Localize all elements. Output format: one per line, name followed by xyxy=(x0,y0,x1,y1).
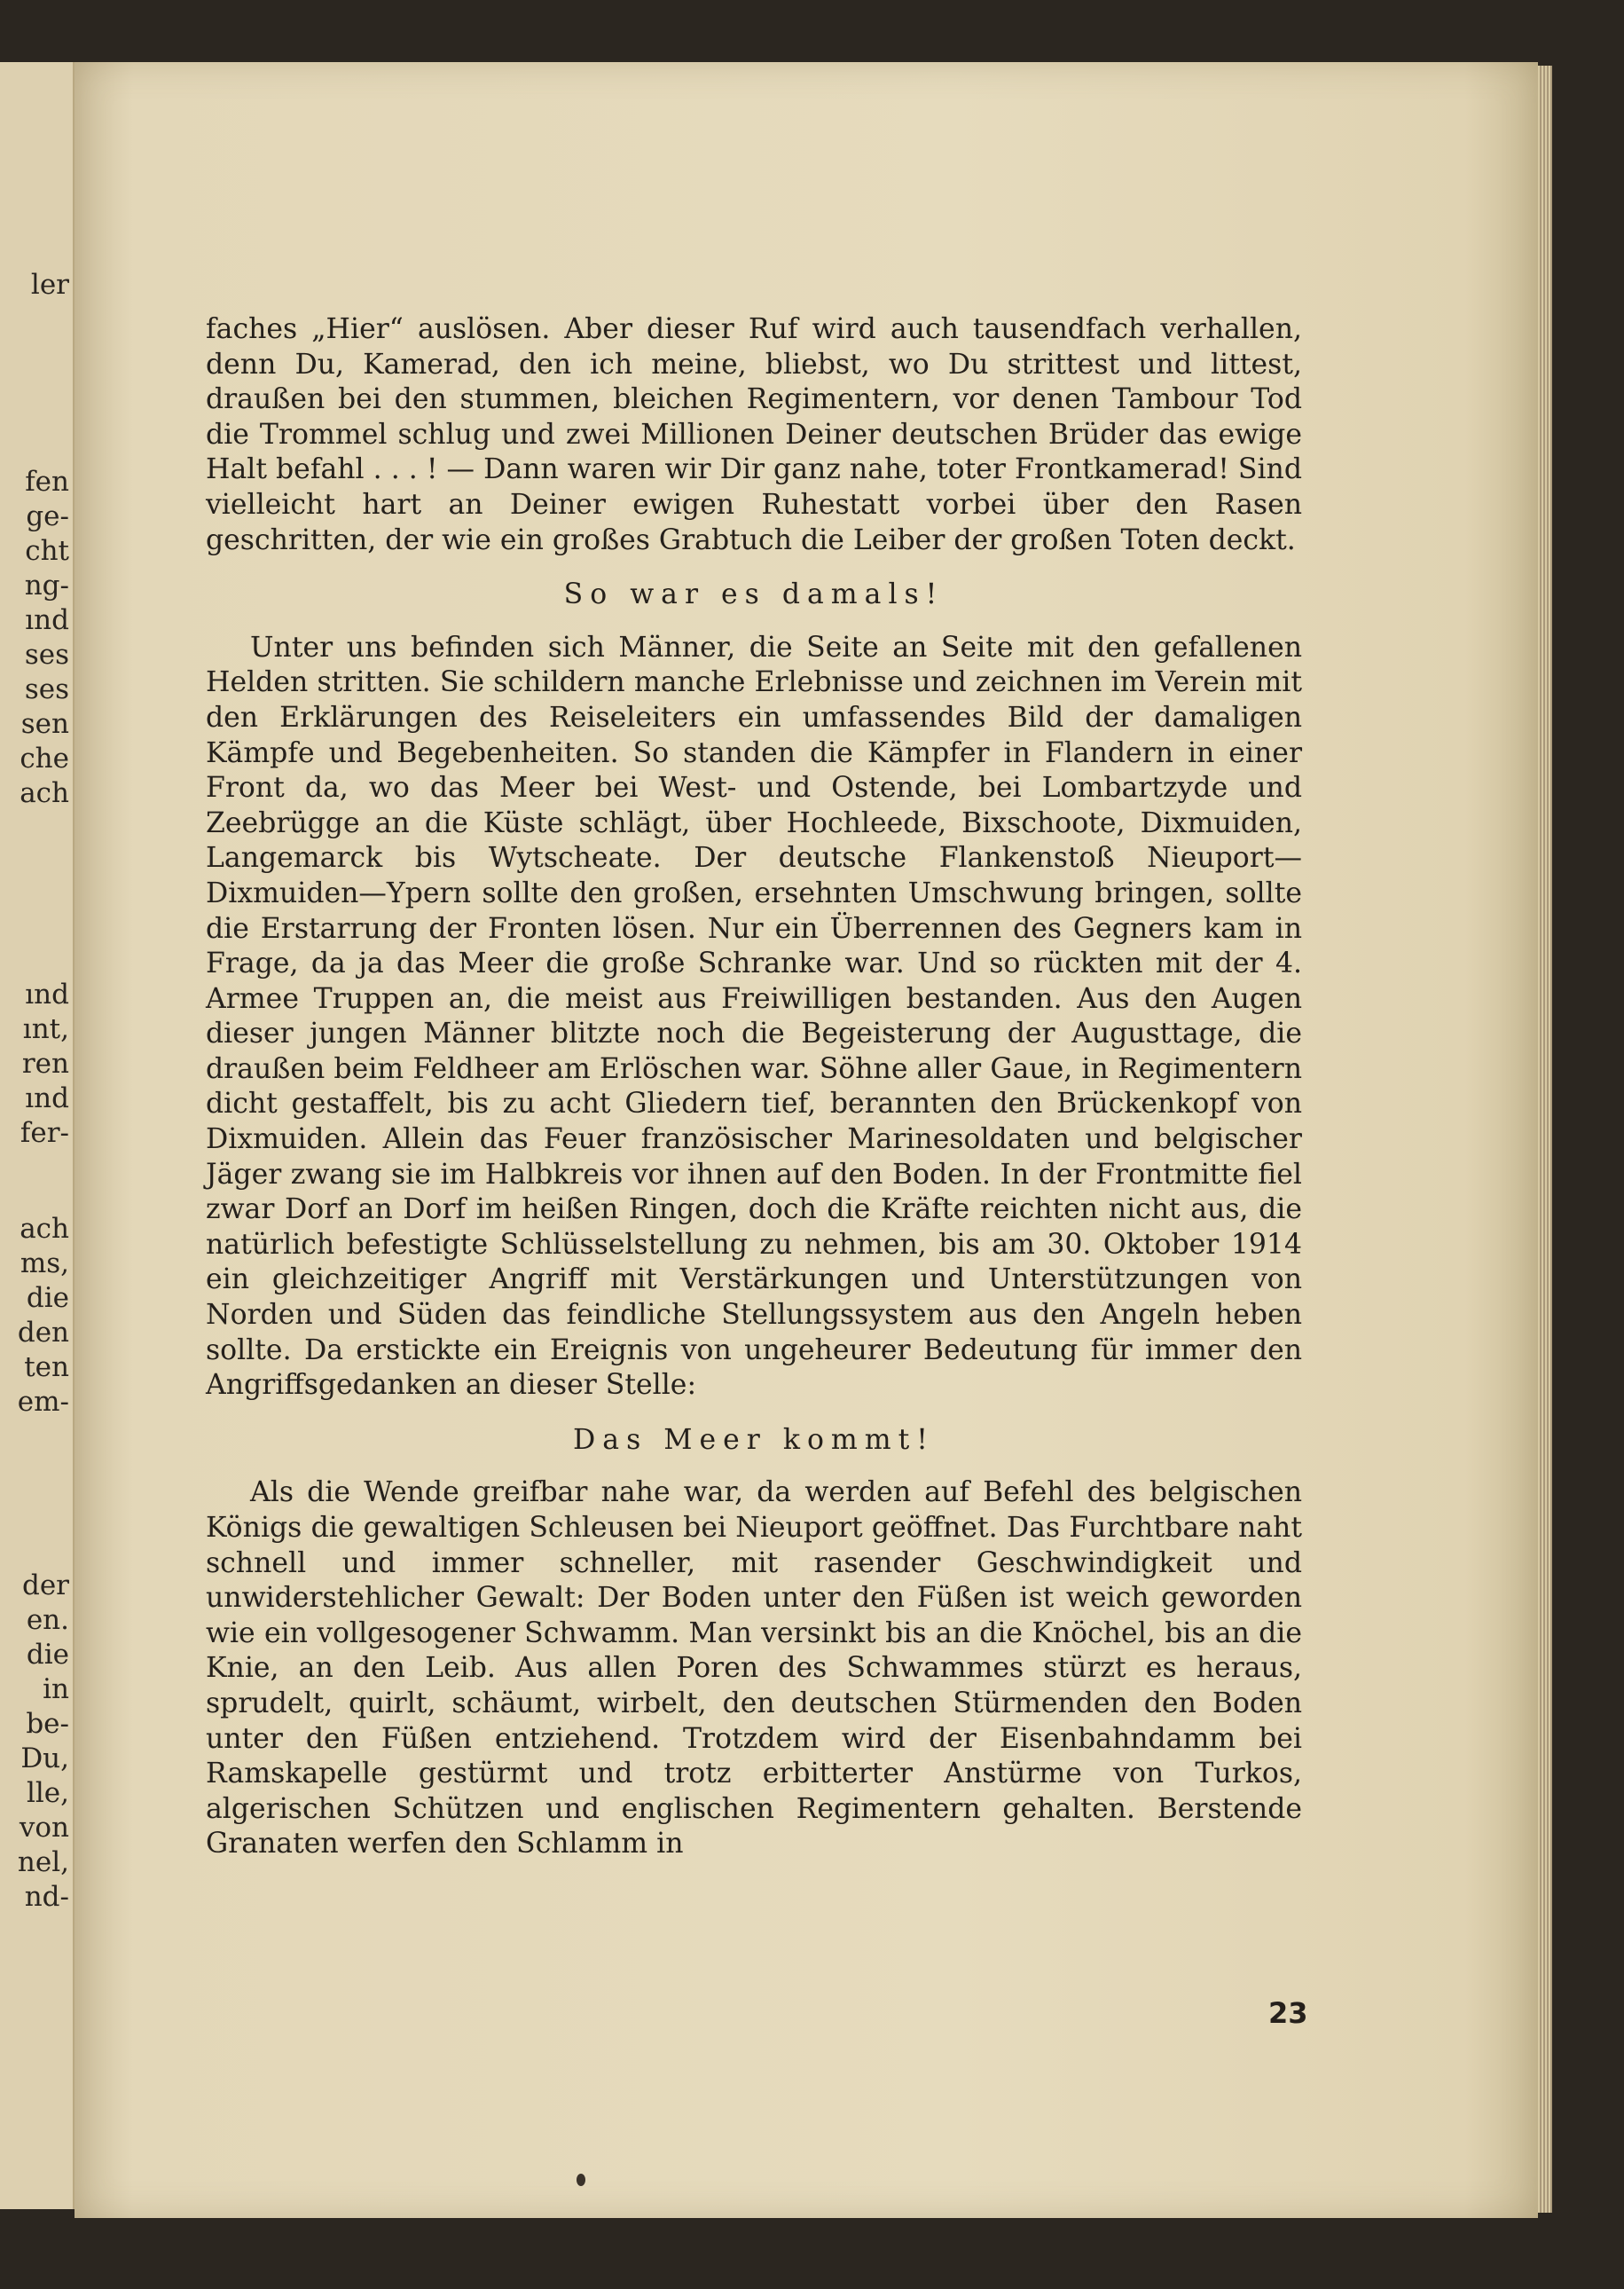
left-fragment: ng- xyxy=(24,570,69,602)
section-heading-das-meer-kommt: Das Meer kommt! xyxy=(573,1423,935,1456)
book-page xyxy=(75,62,1538,2218)
page-number: 23 xyxy=(1268,1996,1308,2030)
left-fragment: ach xyxy=(20,777,69,809)
left-fragment: ten xyxy=(24,1351,69,1383)
left-fragment: lle, xyxy=(26,1777,69,1809)
left-fragment: ge- xyxy=(26,500,69,532)
previous-page-strip xyxy=(0,62,75,2209)
left-fragment: die xyxy=(26,1282,69,1314)
left-fragment: nd- xyxy=(24,1881,69,1913)
left-fragment: en. xyxy=(26,1604,69,1636)
left-fragment: ses xyxy=(24,673,69,705)
paragraph-3: Als die Wende greifbar nahe war, da werden auf Befehl des belgischen Königs die gewaltigen Schleusen bei Nieuport geöffnet. Das Furchtbare naht schnell und immer schneller, mit rasender Geschwindigkeit und unwiderstehlicher Gewalt: Der Boden unter den Füßen ist weich geworden wie ein vollgesogener Schwamm. Man versinkt bis an die Knöchel, bis an die Knie, an den Leib. Aus allen Poren des Schwammes stürzt es heraus, sprudelt, quirlt, schäumt, wirbelt, den deutschen Stürmenden den Boden unter den Füßen entziehend. Trotzdem wird der Eisenbahndamm bei Ramskapelle gestürmt und trotz erbitterter Anstürme von Turkos, algerischen Schützen und englischen Regimentern gehalten. Berstende Granaten werfen den Schlamm in xyxy=(206,1476,1302,1860)
left-fragment: den xyxy=(17,1317,69,1349)
paragraph-1: faches „Hier“ auslösen. Aber dieser Ruf wird auch tausendfach verhallen, denn Du, Kamerad, den ich meine, bliebst, wo Du strittest und littest, draußen bei den stummen, bleichen Regimentern, vor denen Tambour Tod die Trommel schlug und zwei Millionen Deiner deutschen Brüder das ewige Halt befahl . . . ! — Dann waren wir Dir ganz nahe, toter Frontkamerad! Sind vielleicht hart an Deiner ewigen Ruhestatt vorbei über den Rasen geschritten, der wie ein großes Grabtuch die Leiber der großen Toten deckt. xyxy=(206,313,1302,556)
left-fragment: in xyxy=(43,1673,69,1705)
left-fragment: cht xyxy=(25,535,69,567)
left-fragment: ınd xyxy=(25,979,69,1011)
left-fragment: ınd xyxy=(25,604,69,636)
page-stack-edge xyxy=(1538,66,1552,2213)
left-fragment: che xyxy=(20,743,69,775)
left-fragment: sen xyxy=(20,708,69,740)
left-fragment: fen xyxy=(25,466,69,498)
left-fragment: von xyxy=(19,1812,69,1844)
left-fragment: der xyxy=(21,1569,69,1601)
left-fragment: ler xyxy=(30,269,69,301)
left-fragment: ınt, xyxy=(22,1013,69,1045)
left-fragment: em- xyxy=(17,1386,69,1418)
left-fragment: ach xyxy=(20,1213,69,1245)
left-fragment: nel, xyxy=(17,1846,69,1878)
left-fragment: ren xyxy=(21,1048,69,1080)
left-fragment: ses xyxy=(24,639,69,671)
page-body xyxy=(206,312,1302,1862)
left-fragment: be- xyxy=(26,1708,69,1740)
left-fragment: ınd xyxy=(25,1082,69,1114)
left-fragment: die xyxy=(26,1639,69,1671)
paragraph-2: Unter uns befinden sich Männer, die Seite an Seite mit den gefallenen Helden stritten. Sie schildern manche Erlebnisse und zeichnen im Verein mit den Erklärungen des Reiseleiters ein umfassendes Bild der damaligen Kämpfe und Begebenheiten. So standen die Kämpfer in Flandern in einer Front da, wo das Meer bei West- und Ostende, bei Lombartzyde und Zeebrügge an die Küste schlägt, über Hochleede, Bixschoote, Dixmuiden, Langemarck bis Wytscheate. Der deutsche Flankenstoß Nieuport—Dixmuiden—Ypern sollte den großen, ersehnten Umschwung bringen, sollte die Erstarrung der Fronten lösen. Nur ein Überrennen des Gegners kam in Frage, da ja das Meer die große Schranke war. Und so rückten mit der 4. Armee Truppen an, die meist aus Freiwilligen bestanden. Aus den Augen dieser jungen Männer blitzte noch die Begeisterung der Augusttage, die draußen beim Feldheer am Erlöschen war. Söhne aller Gaue, in Regimentern dicht gestaffelt, bis zu acht Gliedern tief, berannten den Brückenkopf von Dixmuiden. Allein das Feuer französischer Marinesoldaten und belgischer Jäger zwang sie im Halbkreis vor ihnen auf den Boden. In der Frontmitte fiel zwar Dorf an Dorf im heißen Ringen, doch die Kräfte reichten nicht aus, die natürlich befestigte Schlüsselstellung zu nehmen, bis am 30. Oktober 1914 ein gleichzeitiger Angriff mit Verstärkungen und Unterstützungen von Norden und Süden das feindliche Stellungssystem aus den Angeln heben sollte. Da erstickte ein Ereignis von ungeheurer Bedeutung für immer den Angriffsgedanken an dieser Stelle: xyxy=(206,631,1302,1402)
left-fragment: Du, xyxy=(20,1742,69,1774)
left-fragment: ms, xyxy=(20,1247,69,1279)
ink-spot-mark xyxy=(577,2174,585,2186)
left-fragment: fer- xyxy=(20,1117,69,1149)
section-heading-so-war-es-damals: So war es damals! xyxy=(563,578,945,611)
